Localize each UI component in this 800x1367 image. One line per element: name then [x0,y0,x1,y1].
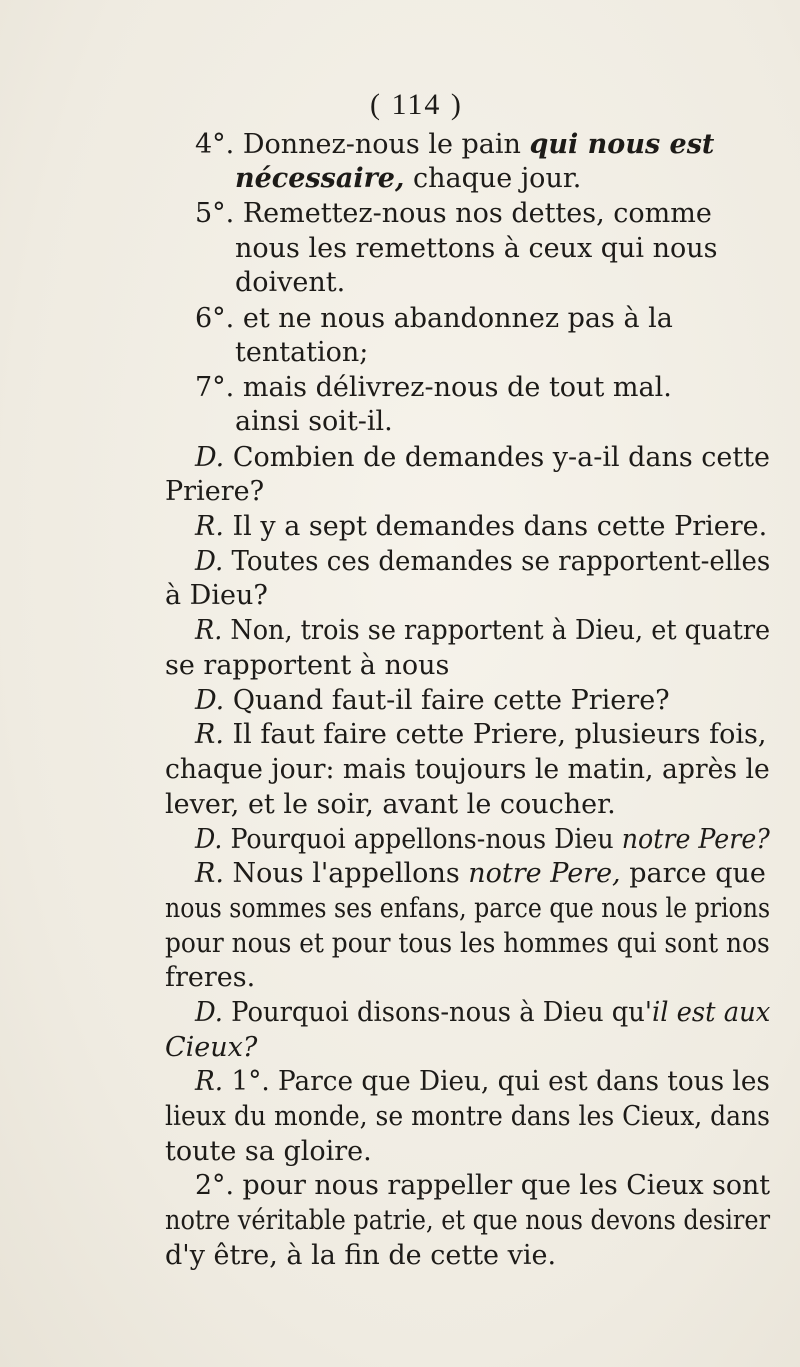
question-line: D. Quand faut-il faire cette Priere? [195,685,670,716]
text-line: 7°. mais délivrez-nous de tout mal. [195,372,672,403]
text-line: nécessaire, chaque jour. [235,163,582,194]
answer-line: R. Il y a sept demandes dans cette Priere. [195,511,768,542]
text-line: chaque jour: mais toujours le matin, après le [165,754,770,785]
text-line: se rapportent à nous [165,650,450,681]
question-line: D. Toutes ces demandes se rapportent-elles [195,546,771,577]
answer-line: R. 1°. Parce que Dieu, qui est dans tous les [195,1066,770,1097]
text-line: 2°. pour nous rappeller que les Cieux sont [195,1170,771,1201]
page-number: ( 114 ) [370,88,463,121]
text-line: nous les remettons à ceux qui nous [235,233,718,264]
text-line: ainsi soit-il. [235,406,393,437]
question-line: D. Combien de demandes y-a-il dans cette [195,442,771,473]
text-line: Priere? [165,476,265,507]
text-line: freres. [165,962,256,993]
answer-line: R. Non, trois se rapportent à Dieu, et quatre [195,615,771,646]
text-line: pour nous et pour tous les hommes qui sont nos [165,928,770,959]
text-line: doivent. [235,267,346,298]
text-line: d'y être, à la fin de cette vie. [165,1240,557,1271]
text-line: tentation; [235,337,369,368]
text-line: à Dieu? [165,580,268,611]
question-line: D. Pourquoi disons-nous à Dieu qu'il est aux [195,997,771,1028]
text-line: lieux du monde, se montre dans les Cieux, dans [165,1101,770,1132]
text-line: toute sa gloire. [165,1136,372,1167]
text-line: 6°. et ne nous abandonnez pas à la [195,303,673,334]
text-line: notre véritable patrie, et que nous devons desirer [165,1205,771,1236]
text-line: nous sommes ses enfans, parce que nous le prions [165,893,771,924]
answer-line: R. Nous l'appellons notre Pere, parce que [195,858,766,889]
text-line: 4°. Donnez-nous le pain qui nous est [195,129,715,160]
answer-line: R. Il faut faire cette Priere, plusieurs fois, [195,719,767,750]
question-line: D. Pourquoi appellons-nous Dieu notre Pere? [195,824,770,855]
text-line: 5°. Remettez-nous nos dettes, comme [195,198,712,229]
text-line: Cieux? [165,1032,258,1063]
text-line: lever, et le soir, avant le coucher. [165,789,616,820]
